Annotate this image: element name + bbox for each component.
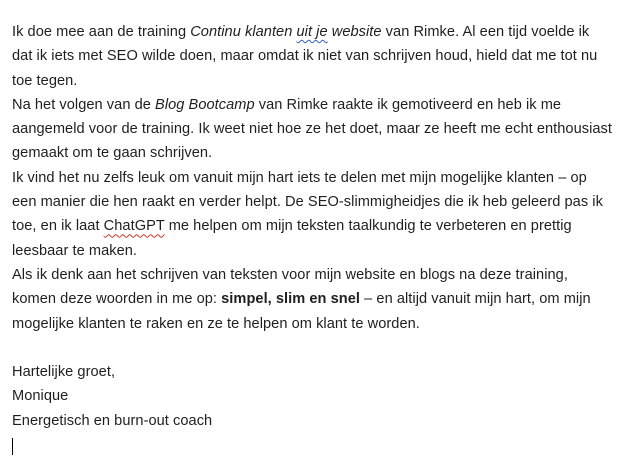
paragraph-words xyxy=(12,263,612,336)
signature-name: Monique xyxy=(12,388,69,405)
signature-role: Energetisch en burn-out coach xyxy=(12,412,213,429)
paragraph-writing xyxy=(12,166,612,263)
text-cursor xyxy=(12,438,13,455)
text: me helpen om mijn teksten taalkundig te verbeteren en prettig leesbaar te maken. xyxy=(12,218,572,259)
bootcamp-title: Blog Bootcamp xyxy=(155,96,255,113)
paragraph-bootcamp xyxy=(12,93,612,166)
text: Ik doe mee aan de training xyxy=(12,24,191,40)
text: Als ik denk aan het schrijven van teksten voor mijn website en blogs na deze training, komen deze woorden in me op: xyxy=(12,266,568,308)
text: – en altijd vanuit mijn hart, om mijn mogelijke klanten te raken en ze te helpen om klant te worden. xyxy=(12,291,591,332)
paragraph-training xyxy=(12,20,612,93)
key-words: simpel, slim en snel xyxy=(221,291,361,308)
text: Na het volgen van de xyxy=(12,96,156,113)
blank-line xyxy=(12,336,612,360)
document-body[interactable] xyxy=(12,20,612,457)
training-title-part: Continu klanten xyxy=(190,24,297,40)
spelling-flag[interactable]: ChatGPT xyxy=(103,218,165,235)
cursor-line[interactable] xyxy=(12,433,612,457)
text: van Rimke. Al een tijd voelde ik dat ik iets met SEO wilde doen, maar omdat ik niet van schrijven houd, hield dat me tot nu toe tegen. xyxy=(12,24,598,89)
closing: Hartelijke groet, xyxy=(12,364,116,381)
training-title-part: website xyxy=(327,24,382,40)
text: Ik vind het nu zelfs leuk om vanuit mijn hart iets te delen met mijn mogelijke klanten – op een manier die hen raakt en verder helpt. De SEO-slimmigheidjes die ik heb geleerd pas ik toe, en ik laat xyxy=(12,169,603,235)
grammar-flag[interactable]: uit je xyxy=(296,24,328,40)
training-title xyxy=(190,24,381,40)
text: van Rimke raakte ik gemotiveerd en heb ik me aangemeld voor de training. Ik weet niet hoe ze het doet, maar ze heeft me echt enthousiast gemaakt om te gaan schrijven. xyxy=(12,96,613,162)
